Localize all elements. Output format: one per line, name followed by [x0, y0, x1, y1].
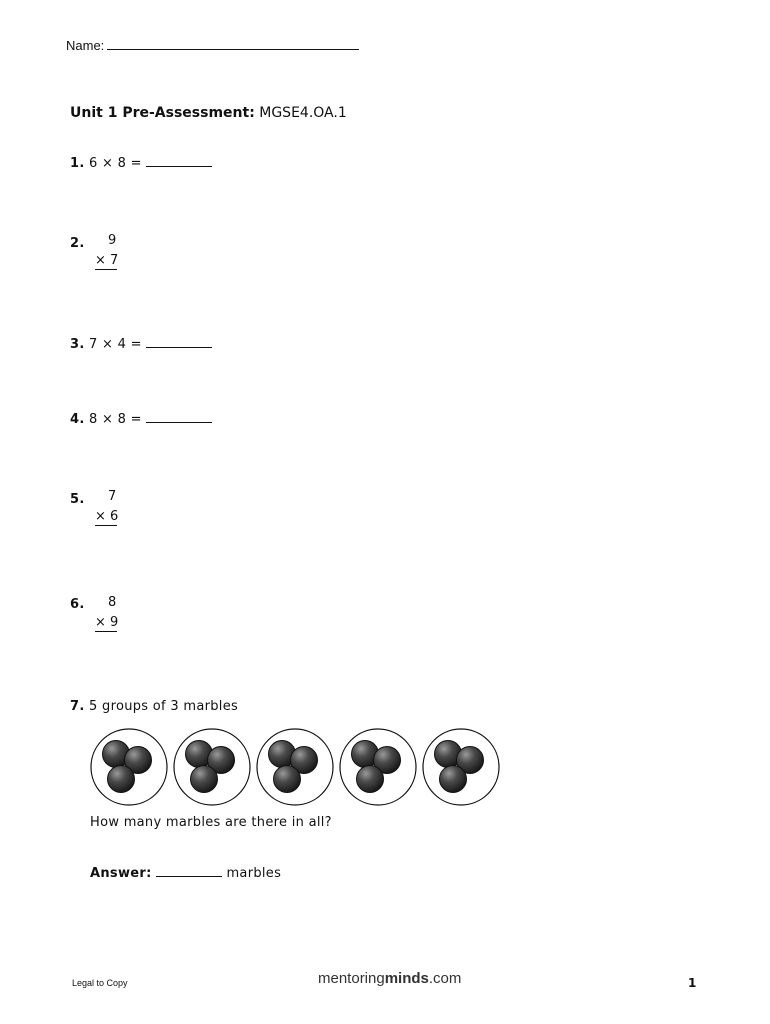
vertical-bottom-factor: × 6 [95, 509, 119, 524]
marble [191, 766, 218, 793]
question-number: 4. [70, 412, 85, 427]
marble [274, 766, 301, 793]
question-7 [70, 699, 238, 714]
question-3 [70, 337, 212, 352]
brand-light: mentoring [318, 970, 385, 987]
question-number: 3. [70, 337, 85, 352]
question-5-number [70, 492, 85, 507]
name-blank-line[interactable] [107, 38, 359, 50]
question-expression: 7 × 4 = [89, 337, 142, 352]
answer-blank[interactable] [156, 866, 222, 877]
footer-legal-text: Legal to Copy [72, 978, 128, 988]
title-bold: Unit 1 Pre-Assessment: [70, 105, 255, 121]
answer-blank[interactable] [146, 412, 212, 423]
title-standard: MGSE4.OA.1 [259, 105, 347, 121]
marble-groups-illustration [88, 726, 508, 808]
answer-blank[interactable] [146, 337, 212, 348]
marble [440, 766, 467, 793]
marble [108, 766, 135, 793]
vertical-bottom-factor: × 7 [95, 253, 119, 268]
question-6-number [70, 597, 85, 612]
footer-brand [318, 970, 461, 987]
brand-bold: minds [384, 970, 429, 987]
question-number: 5. [70, 492, 85, 507]
question-number: 6. [70, 597, 85, 612]
brand-suffix: .com [428, 970, 462, 987]
question-expression: 6 × 8 = [89, 156, 142, 171]
vertical-top-factor: 9 [108, 233, 117, 248]
q7-answer-row [90, 866, 281, 881]
question-number: 2. [70, 236, 85, 251]
answer-label: Answer: [90, 866, 152, 881]
question-number: 1. [70, 156, 85, 171]
vertical-bottom-factor: × 9 [95, 615, 119, 630]
question-4 [70, 412, 212, 427]
question-expression: 8 × 8 = [89, 412, 142, 427]
page-number: 1 [688, 976, 697, 990]
question-number: 7. [70, 699, 85, 714]
name-label: Name: [66, 38, 105, 53]
question-2-number [70, 236, 85, 251]
page-title [70, 105, 347, 121]
answer-unit: marbles [226, 866, 282, 881]
q7-question-text: How many marbles are there in all? [90, 815, 332, 830]
question-1 [70, 156, 212, 171]
marble-groups-svg [88, 726, 508, 808]
answer-blank[interactable] [146, 156, 212, 167]
vertical-top-factor: 8 [108, 595, 117, 610]
question-expression: 5 groups of 3 marbles [89, 699, 239, 714]
name-field-row [66, 38, 359, 53]
marble [357, 766, 384, 793]
vertical-top-factor: 7 [108, 489, 117, 504]
